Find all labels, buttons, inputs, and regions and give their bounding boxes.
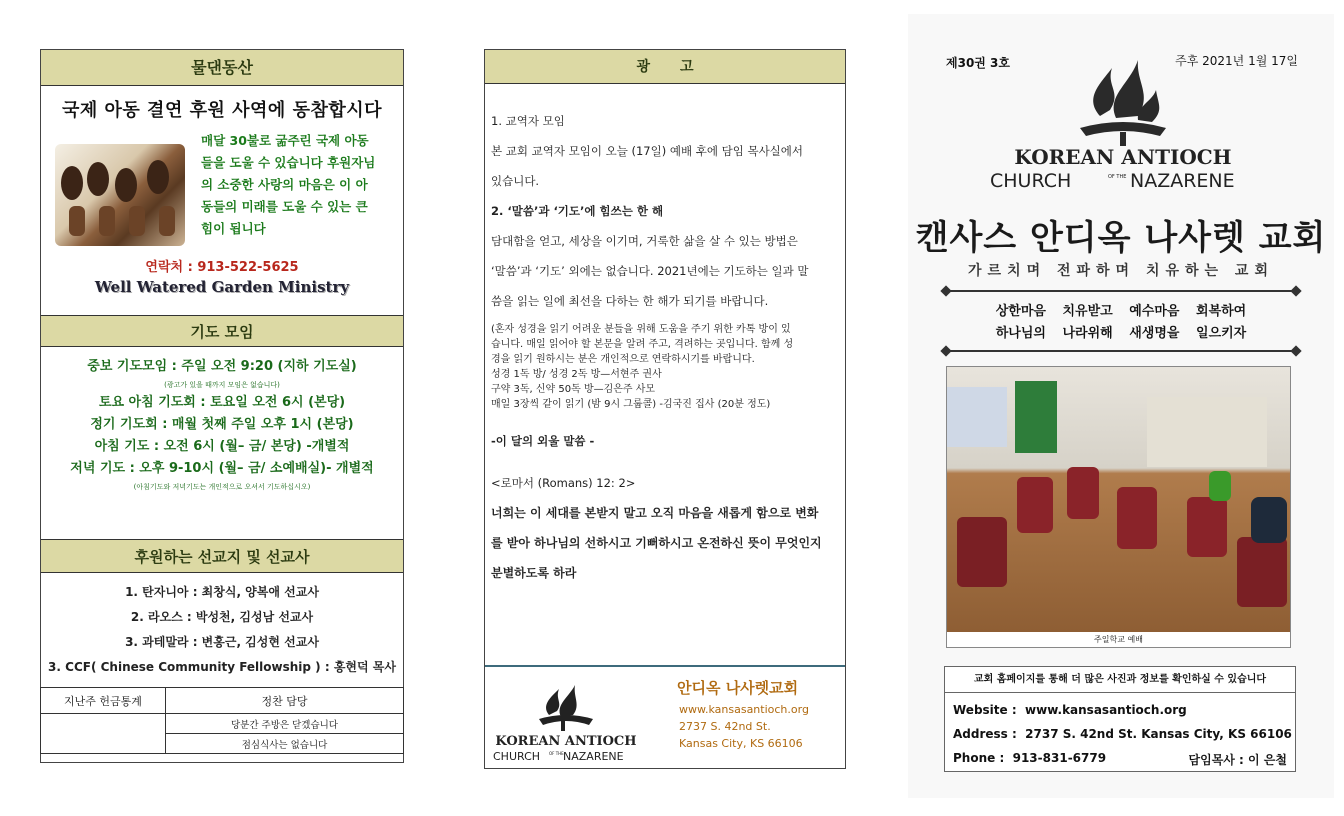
section-header-ministry: 물댄동산: [41, 50, 403, 86]
footer-contact: [679, 701, 809, 752]
slogan-line: 하나님의 나라위해 새생명을 일으키자: [995, 326, 1247, 341]
children-praying-image: [55, 144, 185, 246]
prayer-item: 토요 아침 기도회 : 토요일 오전 6시 (본당): [98, 395, 346, 410]
mission-item: 3. 과테말라 : 변홍근, 김성현 선교사: [125, 635, 319, 649]
footer-website: www.kansasantioch.org: [679, 703, 809, 716]
svg-text:OF THE: OF THE: [549, 751, 564, 756]
announcement-small-line: 구약 3독, 신약 50독 방—김은주 사모: [491, 384, 656, 395]
announcement-line: ‘말씀’과 ‘기도’ 외에는 없습니다. 2021년에는 기도하는 일과 말: [491, 264, 809, 278]
photo-caption: 주일학교 예배: [946, 632, 1291, 648]
announcement-line: 2. ‘말씀’과 ‘기도’에 힘쓰는 한 해: [491, 204, 664, 218]
announcement-small-line: 성경 1독 방/ 성경 2독 방—서현주 권사: [491, 369, 662, 380]
verse-reference: <로마서 (Romans) 12: 2>: [491, 476, 636, 490]
divider: [946, 290, 1296, 292]
contact-phone: 연락처 : 913-522-5625: [145, 260, 299, 275]
church-name: 캔사스 안디옥 나사렛 교회: [915, 218, 1327, 258]
prayer-schedule: [41, 356, 403, 494]
announcement-small-line: 매일 3장씩 같이 읽기 (밤 9시 그룹콜) -김국진 집사 (20분 정도): [491, 399, 771, 410]
sunday-school-photo: [946, 366, 1291, 634]
section-header-announcements: 광고: [485, 50, 845, 84]
prayer-item: 저녁 기도 : 오후 9-10시 (월– 금/ 소예배실)- 개별적: [70, 461, 374, 476]
announcement-footer: [485, 665, 845, 769]
svg-text:KOREAN ANTIOCH: KOREAN ANTIOCH: [495, 734, 637, 749]
prayer-item: 아침 기도 : 오전 6시 (월– 금/ 본당) -개별적: [94, 439, 350, 454]
table-cell-note: 당분간 주방은 닫겠습니다: [166, 714, 404, 734]
verse-title: -이 달의 외울 말씀 -: [491, 434, 595, 448]
mission-item: 1. 탄자니아 : 최창식, 양복애 선교사: [125, 585, 319, 599]
prayer-item: 정기 기도회 : 매월 첫째 주일 오후 1시 (본당): [90, 417, 354, 432]
panel-ministry: [40, 49, 404, 763]
mission-item: 3. CCF( Chinese Community Fellowship ) : 홍현덕 목사: [48, 660, 396, 674]
offering-table: [40, 687, 404, 754]
footer-street: 2737 S. 42nd St.: [679, 720, 771, 733]
slogan-line: 상한마음 치유받고 예수마음 회복하여: [995, 304, 1247, 319]
sponsorship-text: 매달 30불로 굶주린 국제 아동 들을 도울 수 있습니다 후원자님 의 소중한 사랑의 마음은 이 아 동들의 미래를 도울 수 있는 큰 힘이 됩니다: [201, 133, 376, 236]
table-cell-note: 점심식사는 없습니다: [166, 734, 404, 754]
prayer-note: (광고가 있을 때까지 모임은 없습니다): [164, 381, 280, 389]
bulletin-date: 주후 2021년 1월 17일: [1175, 54, 1298, 68]
announcement-body: [491, 106, 841, 588]
verse-line: 너희는 이 세대를 본받지 말고 오직 마음을 새롭게 함으로 변화: [491, 506, 819, 520]
verse-line: 를 받아 하나님의 선하시고 기뻐하시고 온전하신 뜻이 무엇인지: [491, 536, 822, 550]
pastor-name: 담임목사 : 이 은철: [1188, 753, 1287, 767]
mission-item: 2. 라오스 : 박성천, 김성남 선교사: [130, 610, 314, 624]
website-link[interactable]: www.kansasantioch.org: [1025, 703, 1187, 717]
divider: [946, 350, 1296, 352]
ministry-name: Well Watered Garden Ministry: [94, 278, 350, 296]
svg-text:CHURCH: CHURCH: [493, 750, 541, 763]
address-row: Address : 2737 S. 42nd St. Kansas City, KS 66106: [953, 727, 1292, 741]
verse-line: 분별하도록 하라: [491, 566, 577, 580]
contact-box: [944, 666, 1296, 772]
prayer-item: 중보 기도모임 : 주일 오전 9:20 (지하 기도실): [87, 359, 357, 374]
svg-text:NAZARENE: NAZARENE: [1130, 170, 1235, 192]
announcement-line: 담대함을 얻고, 세상을 이기며, 거룩한 삶을 살 수 있는 방법은: [491, 234, 798, 248]
table-header-offering: 지난주 헌금통계: [41, 688, 166, 714]
svg-text:NAZARENE: NAZARENE: [563, 750, 624, 763]
table-header-kitchen: 정찬 담당: [166, 688, 404, 714]
footer-city: Kansas City, KS 66106: [679, 737, 803, 750]
announcement-small-line: (혼자 성경을 읽기 어려운 분들을 위해 도움을 주기 위한 카톡 방이 있: [491, 324, 791, 335]
missions-list: [41, 580, 403, 680]
svg-text:KOREAN ANTIOCH: KOREAN ANTIOCH: [1014, 145, 1232, 169]
footer-church-name: 안디옥 나사렛교회: [677, 679, 799, 697]
prayer-note: (아침기도와 저녁기도는 개인적으로 오셔서 기도하십시오): [133, 483, 311, 491]
church-motto: 가르치며 전파하며 치유하는 교회: [968, 263, 1274, 279]
svg-text:OF THE: OF THE: [1108, 174, 1127, 180]
announcement-line: 씀을 읽는 일에 최선을 다하는 한 해가 되기를 바랍니다.: [491, 294, 769, 308]
table-cell-offering: [41, 714, 166, 754]
svg-text:CHURCH: CHURCH: [990, 170, 1072, 192]
volume-number: 제30권 3호: [946, 56, 1011, 70]
sponsorship-title: 국제 아동 결연 후원 사역에 동참합시다: [61, 100, 383, 121]
section-header-missions: 후원하는 선교지 및 선교사: [41, 539, 403, 573]
church-logo-icon: [489, 675, 643, 765]
church-logo-icon: [988, 54, 1258, 194]
announcement-line: 있습니다.: [491, 174, 540, 188]
announcement-line: 1. 교역자 모임: [491, 114, 565, 128]
announcement-small-line: 경을 읽기 원하시는 분은 개인적으로 연락하시기를 바랍니다.: [491, 354, 755, 365]
panel-cover: [908, 14, 1334, 798]
announcement-line: 본 교회 교역자 모임이 오늘 (17일) 예배 후에 담임 목사실에서: [491, 144, 804, 158]
panel-announcements: [484, 49, 846, 769]
homepage-hint: 교회 홈페이지를 통해 더 많은 사진과 정보를 확인하실 수 있습니다: [945, 667, 1295, 693]
announcement-small-line: 습니다. 매일 읽어야 할 본문을 알려 주고, 격려하는 곳입니다. 함께 성: [491, 339, 794, 350]
section-header-prayer: 기도 모임: [41, 315, 403, 347]
phone-row: Phone : 913-831-6779: [953, 751, 1107, 765]
website-row: Website : www.kansasantioch.org: [953, 703, 1187, 717]
